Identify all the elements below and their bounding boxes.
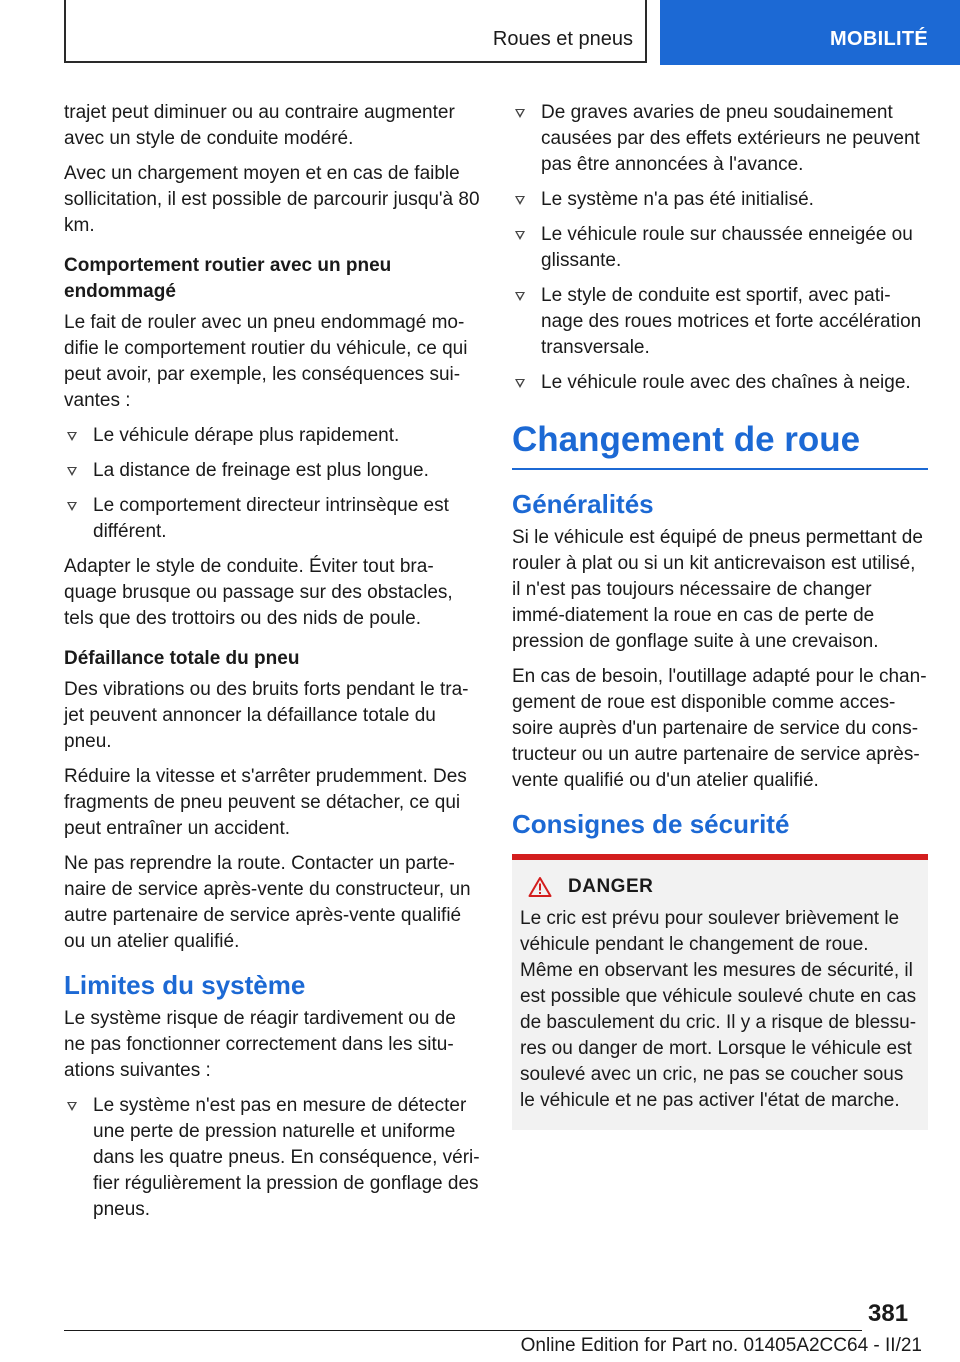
page-number: 381 — [868, 1300, 909, 1327]
paragraph: Réduire la vitesse et s'arrêter prudemment. Des fragments de pneu peuvent se détacher, ce qui peut entraîner un accident. — [64, 766, 467, 839]
heading-consignes: Consignes de sécurité — [512, 809, 790, 839]
subheading-comportement: Comportement routier avec un pneu endommagé — [64, 255, 392, 302]
list-item: Le style de conduite est sportif, avec pati‐nage des roues motrices et forte accélération transversale. — [512, 283, 928, 361]
heading-generalites: Généralités — [512, 489, 654, 519]
list-item: La distance de freinage est plus longue. — [64, 458, 482, 484]
paragraph: Avec un chargement moyen et en cas de faible sollicitation, il est possible de parcourir jusqu'à 80 km. — [64, 163, 480, 236]
list-item: Le système n'est pas en mesure de détecter une perte de pression naturelle et uniforme dans les quatre pneus. En conséquence, véri‐fier régulièrement la pression de gonflage des pneus. — [64, 1093, 482, 1223]
header-chapter-tab — [660, 0, 960, 65]
list-item: Le véhicule roule sur chaussée enneigée ou glissante. — [512, 222, 928, 274]
list-item: Le système n'a pas été initialisé. — [512, 187, 928, 213]
right-column — [512, 100, 928, 1130]
bullet-list — [512, 100, 928, 396]
paragraph: Ne pas reprendre la route. Contacter un parte‐naire de service après-vente du constructeur, un autre partenaire de service après-vente qualifié ou un atelier qualifié. — [64, 853, 471, 952]
triangle-bullet-icon — [67, 432, 77, 441]
warning-triangle-icon — [520, 874, 560, 900]
list-item: Le comportement directeur intrinsèque est différent. — [64, 493, 482, 545]
list-item: Le véhicule roule avec des chaînes à neige. — [512, 370, 928, 396]
triangle-bullet-icon — [515, 292, 525, 301]
triangle-bullet-icon — [67, 467, 77, 476]
triangle-bullet-icon — [67, 502, 77, 511]
paragraph: trajet peut diminuer ou au contraire augmenter avec un style de conduite modéré. — [64, 102, 455, 149]
paragraph: Si le véhicule est équipé de pneus permettant de rouler à plat ou si un kit anticrevaison est utilisé, il n'est pas toujours nécessaire de changer immé‐diatement la roue en cas de perte de pression de gonflage suite à une crevaison. — [512, 527, 923, 652]
paragraph: En cas de besoin, l'outillage adapté pour le chan‐gement de roue est disponible comme acces‐soire auprès d'un partenaire de service du cons‐tructeur ou un autre partenaire de service après-vente qualifié ou d'un atelier qualifié. — [512, 666, 927, 791]
triangle-bullet-icon — [515, 196, 525, 205]
header-section-box — [64, 0, 647, 63]
paragraph: Adapter le style de conduite. Éviter tout bra‐quage brusque ou passage sur des obstacles, tels que des trottoirs ou des nids de poule. — [64, 556, 453, 629]
left-column — [64, 100, 482, 1232]
paragraph: Des vibrations ou des bruits forts pendant le tra‐jet peuvent annoncer la défaillance totale du pneu. — [64, 679, 469, 752]
header-section-title: Roues et pneus — [492, 28, 633, 50]
subheading-defaillance: Défaillance totale du pneu — [64, 648, 300, 669]
heading-changement-de-roue: Changement de roue — [512, 418, 928, 470]
list-item: De graves avaries de pneu soudainement causées par des effets extérieurs ne peuvent pas être annoncées à l'avance. — [512, 100, 928, 178]
danger-label: DANGER — [568, 876, 654, 897]
footer-edition: Online Edition for Part no. 01405A2CC64 - II/21 — [520, 1335, 922, 1356]
heading-limites: Limites du système — [64, 970, 306, 1000]
bullet-list — [64, 423, 482, 545]
danger-header — [520, 874, 920, 900]
list-item: Le véhicule dérape plus rapidement. — [64, 423, 482, 449]
paragraph: Le fait de rouler avec un pneu endommagé mo‐difie le comportement routier du véhicule, ce qui peut avoir, par exemple, les conséquences sui‐vantes : — [64, 312, 468, 411]
danger-text: Le cric est prévu pour soulever brièvement le véhicule pendant le changement de roue. Même en observant les mesures de sécurité, il est possible que véhicule soulevé chute en cas de basculement du cric. Il y a risque de blessu‐res ou danger de mort. Lorsque le véhicule est soulevé avec un cric, ne pas se coucher sous le véhicule et ne pas activer l'état de marche. — [520, 908, 917, 1111]
footer-divider — [64, 1330, 862, 1331]
triangle-bullet-icon — [67, 1102, 77, 1111]
danger-box — [512, 854, 928, 1130]
paragraph: Le système risque de réagir tardivement ou de ne pas fonctionner correctement dans les situ‐ations suivantes : — [64, 1008, 456, 1081]
bullet-list — [64, 1093, 482, 1223]
triangle-bullet-icon — [515, 379, 525, 388]
triangle-bullet-icon — [515, 109, 525, 118]
triangle-bullet-icon — [515, 231, 525, 240]
header-chapter-title: MOBILITÉ — [830, 28, 928, 50]
